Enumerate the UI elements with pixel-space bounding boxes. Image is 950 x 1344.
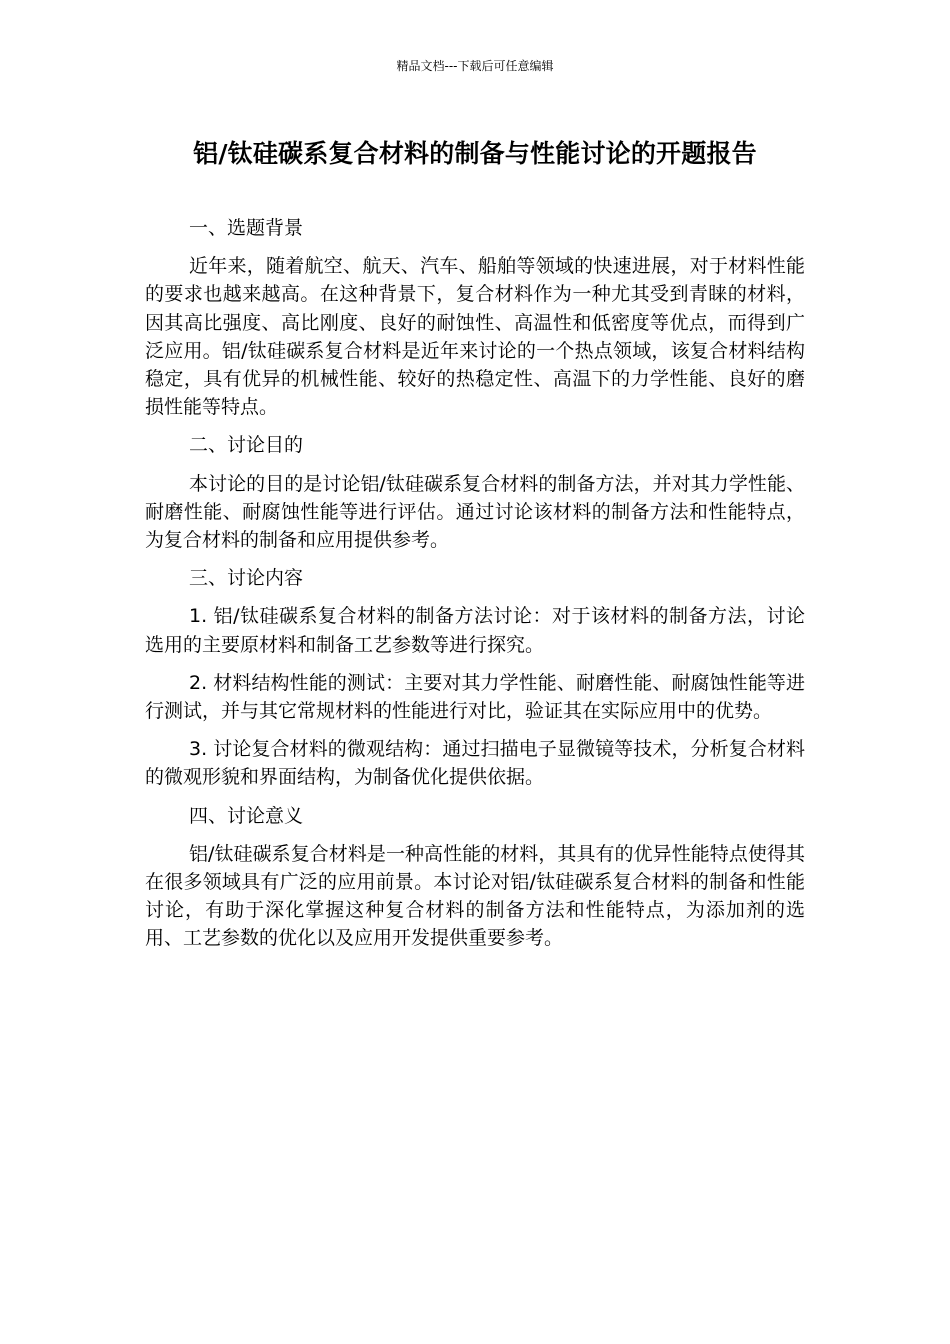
paragraph: 本讨论的目的是讨论铝/钛硅碳系复合材料的制备方法，并对其力学性能、耐磨性能、耐腐蚀性能等进行评估。通过讨论该材料的制备方法和性能特点，为复合材料的制备和应用提供参考。 xyxy=(145,472,805,552)
header-note: 精品文档---下载后可任意编辑 xyxy=(396,59,554,73)
paragraph: 近年来，随着航空、航天、汽车、船舶等领域的快速进展，对于材料性能的要求也越来越高。在这种背景下，复合材料作为一种尤其受到青睐的材料，因其高比强度、高比刚度、良好的耐蚀性、高温性和低密度等优点，而得到广泛应用。铝/钛硅碳系复合材料是近年来讨论的一个热点领域，该复合材料结构稳定，具有优异的机械性能、较好的热稳定性、高温下的力学性能、良好的磨损性能等特点。 xyxy=(145,255,805,419)
section-heading: 一、选题背景 xyxy=(189,217,304,239)
document-body xyxy=(145,214,805,963)
section-purpose xyxy=(145,431,805,554)
paragraph: 铝/钛硅碳系复合材料是一种高性能的材料，其具有的优异性能特点使得其在很多领域具有广泛的应用前景。本讨论对铝/钛硅碳系复合材料的制备和性能讨论，有助于深化掌握这种复合材料的制备方法和性能特点，为添加剂的选用、工艺参数的优化以及应用开发提供重要参考。 xyxy=(145,842,805,950)
list-item-paragraph: 3. 讨论复合材料的微观结构：通过扫描电子显微镜等技术，分析复合材料的微观形貌和界面结构，为制备优化提供依据。 xyxy=(145,738,805,789)
section-heading: 四、讨论意义 xyxy=(189,804,304,827)
section-heading: 二、讨论目的 xyxy=(189,434,304,457)
document-title: 铝/钛硅碳系复合材料的制备与性能讨论的开题报告 xyxy=(193,139,757,168)
section-content xyxy=(145,564,805,791)
section-heading: 三、讨论内容 xyxy=(189,567,304,590)
list-item-paragraph: 1. 铝/钛硅碳系复合材料的制备方法讨论：对于该材料的制备方法，讨论选用的主要原材料和制备工艺参数等进行探究。 xyxy=(145,605,805,656)
list-item-paragraph: 2. 材料结构性能的测试：主要对其力学性能、耐磨性能、耐腐蚀性能等进行测试，并与其它常规材料的性能进行对比，验证其在实际应用中的优势。 xyxy=(145,671,805,723)
section-background xyxy=(145,214,805,421)
section-significance xyxy=(145,802,805,953)
